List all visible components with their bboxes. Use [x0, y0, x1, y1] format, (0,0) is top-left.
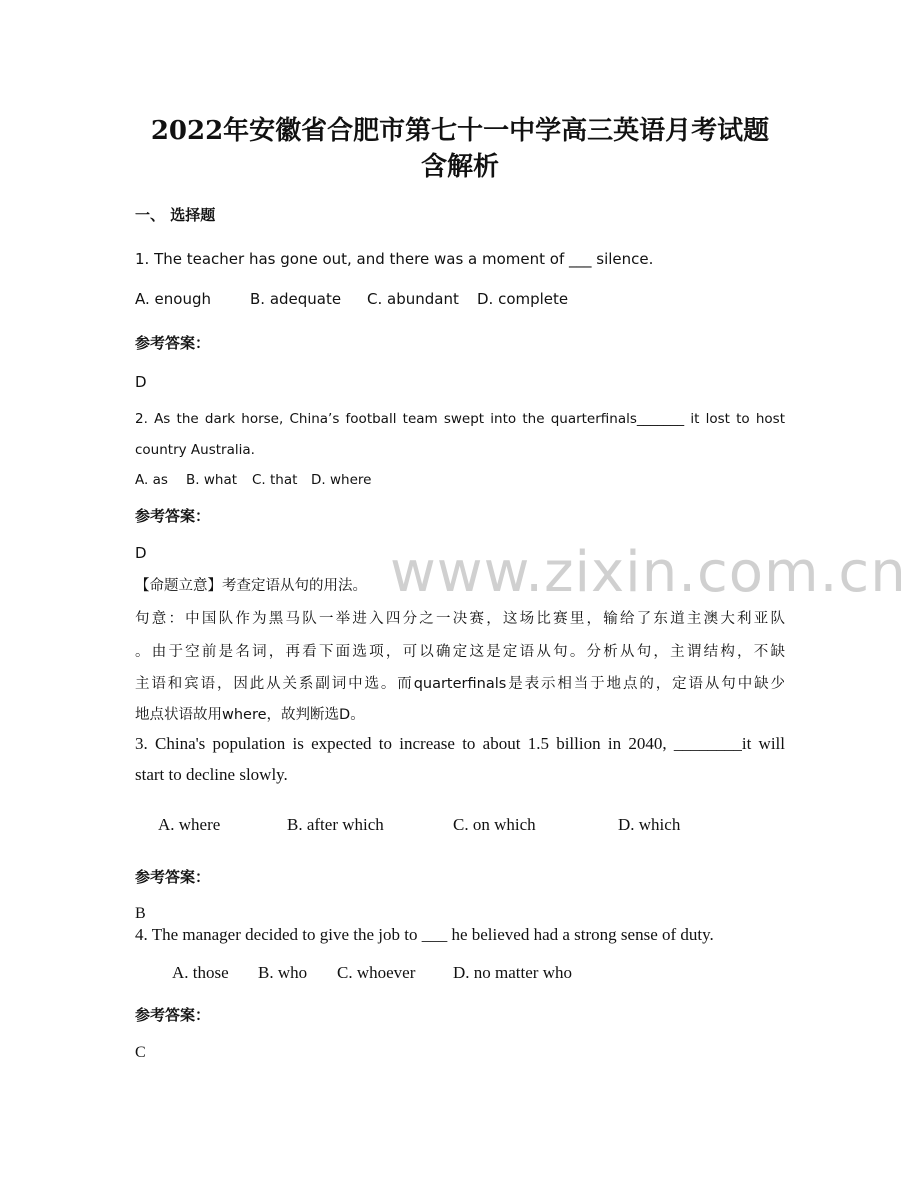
question-4-stem: 4. The manager decided to give the job to ___ he believed had a strong sense of duty. [135, 925, 714, 944]
question-3-answer-label: 参考答案： [135, 868, 211, 886]
question-2-explanation-line-2: 句意：中国队作为黑马队一举进入四分之一决赛，这场比赛里，输给了东道主澳大利亚队 [135, 611, 785, 627]
question-2-explanation-line-1: 【命题立意】考查定语从句的用法。 [135, 578, 367, 594]
question-1-option-d: D. complete [477, 290, 569, 308]
question-1-stem: 1. The teacher has gone out, and there was a moment of ___ silence. [135, 250, 654, 268]
title-line-2: 含解析 [420, 152, 499, 182]
question-2-explanation-line-3: 。由于空前是名词，再看下面选项，可以确定这是定语从句。分析从句，主谓结构，不缺 [135, 644, 785, 660]
question-3-option-b: B. after which [287, 815, 384, 834]
question-2-stem-line-1: 2. As the dark horse, China’s football team swept into the quarterfinals_______ it lost to host [135, 411, 785, 427]
section-heading: 一、 选择题 [135, 206, 216, 224]
question-4-option-b: B. who [258, 963, 308, 982]
question-1-option-b: B. adequate [250, 290, 342, 308]
question-2-option-d: D. where [311, 472, 372, 488]
question-1-option-c: C. abundant [367, 290, 459, 308]
question-2-explanation-line-5: 地点状语故用where，故判断选D。 [135, 707, 365, 723]
question-3-option-c: C. on which [453, 815, 536, 834]
question-3-option-a: A. where [158, 815, 221, 834]
question-3-stem-line-1: 3. China's population is expected to increase to about 1.5 billion in 2040, ________it will [135, 734, 785, 753]
title-line-1: 2022年安徽省合肥市第七十一中学高三英语月考试题 [150, 116, 770, 146]
question-2-answer: D [135, 544, 147, 562]
question-1-answer-label: 参考答案： [135, 334, 211, 352]
question-3-stem-line-2: start to decline slowly. [135, 765, 288, 784]
question-3-answer: B [135, 905, 146, 922]
question-4-option-d: D. no matter who [453, 963, 572, 982]
question-4-answer-label: 参考答案： [135, 1006, 211, 1024]
question-2-option-a: A. as [135, 472, 168, 488]
question-1-option-a: A. enough [135, 290, 211, 308]
question-2-answer-label: 参考答案： [135, 507, 211, 525]
question-3-option-d: D. which [618, 815, 681, 834]
question-4-option-c: C. whoever [337, 963, 416, 982]
question-4-option-a: A. those [172, 963, 229, 982]
question-2-option-b: B. what [186, 472, 238, 488]
question-2-explanation-line-4: 主语和宾语，因此从关系副词中选。而quarterfinals是表示相当于地点的，定语从句中缺少 [135, 676, 785, 692]
question-2-stem-line-2: country Australia. [135, 442, 255, 458]
watermark: www.zixin.com.cn [390, 540, 907, 605]
question-4-answer: C [135, 1044, 146, 1061]
question-1-answer: D [135, 373, 147, 391]
question-2-option-c: C. that [252, 472, 298, 488]
